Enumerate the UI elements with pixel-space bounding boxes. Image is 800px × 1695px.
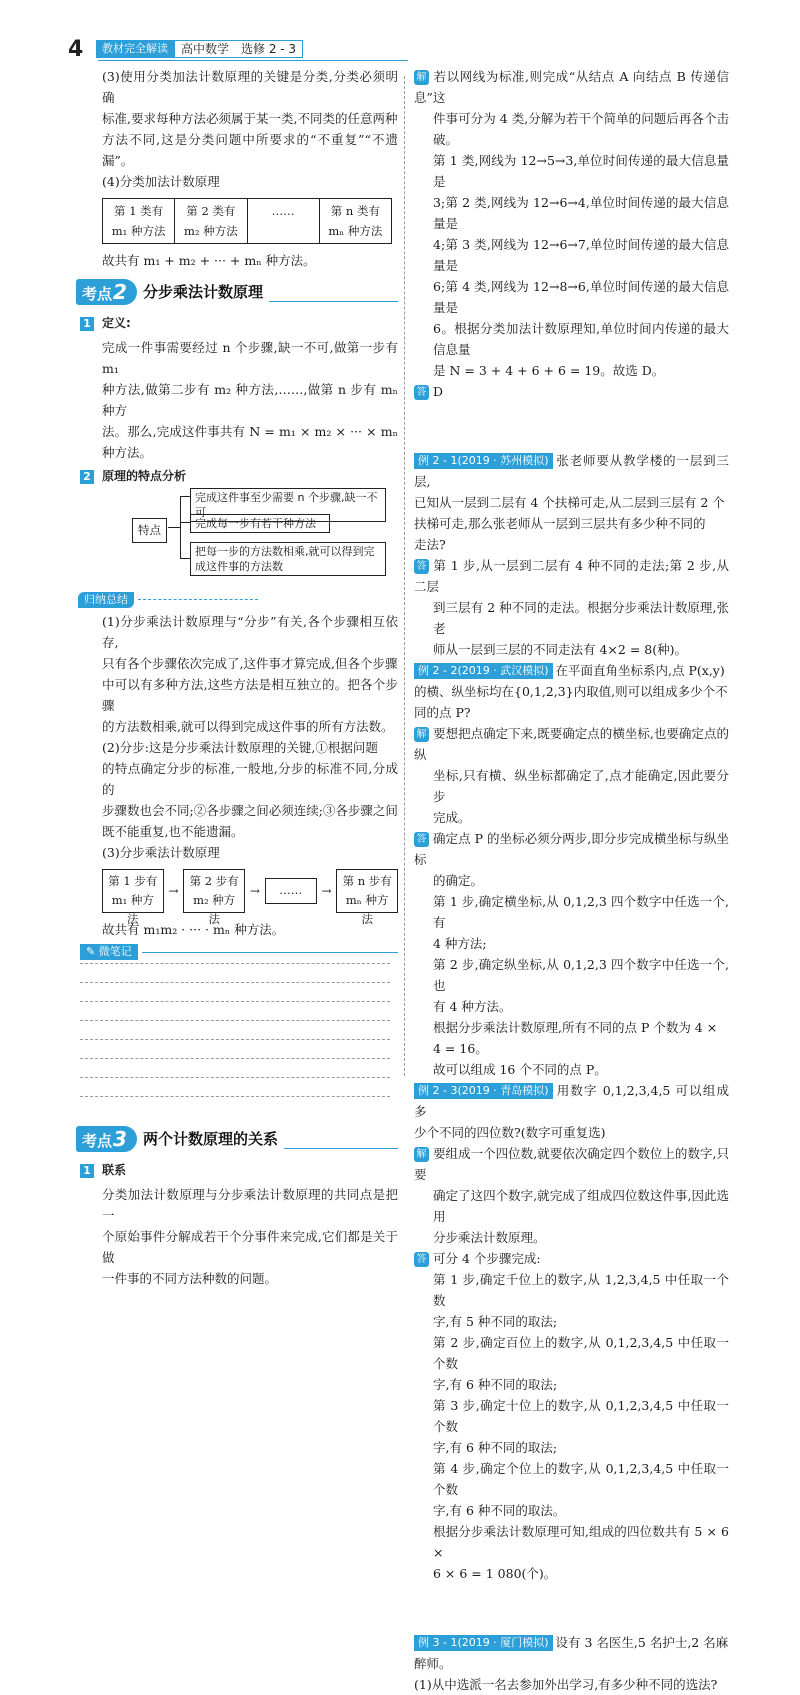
example-tag: 例 3 - 1(2019 · 厦门模拟): [414, 1635, 553, 1651]
intro-line: (3)使用分类加法计数原理的关键是分类,分类必须明确: [102, 69, 398, 105]
feature-item: 完成每一步有若干种方法: [190, 514, 330, 533]
summary-line: 中可以有多种方法,这些方法是相互独立的。把各个步骤: [102, 677, 398, 713]
relation-line: 分类加法计数原理与分步乘法计数原理的共同点是把一: [102, 1187, 398, 1223]
da-icon: 答: [414, 1252, 429, 1267]
solution-line: 确定了这四个数字,就完成了组成四位数这件事,因此选用: [433, 1188, 729, 1224]
example-line: 已知从一层到二层有 4 个扶梯可走,从二层到三层有 2 个: [414, 495, 725, 510]
da-icon: 答: [414, 385, 429, 400]
summary-line: (3)分步乘法计数原理: [102, 845, 220, 860]
example-tag: 例 2 - 1(2019 · 苏州模拟): [414, 453, 553, 469]
subsection-relation: [80, 1160, 398, 1181]
summary-rule: [138, 599, 258, 600]
step-total: 故共有 m₁m₂ · ··· · mₙ 种方法。: [102, 922, 285, 937]
example-line: 扶梯可走,那么张老师从一层到三层共有多少种不同的: [414, 516, 706, 531]
answer-line: 第 3 步,确定十位上的数字,从 0,1,2,3,4,5 中任取一个数: [433, 1398, 729, 1434]
header-subtitle: 高中数学 选修 2 - 3: [174, 40, 303, 58]
example-2-1: 例 2 - 1(2019 · 苏州模拟) 张老师要从教学楼的一层到三层,: [414, 453, 729, 489]
class-cell: 第 2 类有 m₂ 种方法: [175, 199, 247, 243]
solution-line: 6。根据分类加法计数原理知,单位时间内传递的最大信息量: [433, 321, 729, 357]
step-box: 第 1 步有 m₁ 种方法: [102, 869, 164, 913]
subsection-number: 1: [80, 1164, 94, 1178]
feature-label: 特点: [132, 518, 167, 543]
example-3-1: 例 3 - 1(2019 · 厦门模拟) 设有 3 名医生,5 名护士,2 名麻: [414, 1632, 729, 1653]
subsection-title: 原理的特点分析: [102, 469, 187, 483]
jie-icon: 解: [414, 70, 429, 85]
summary-header: [58, 586, 398, 611]
note-line[interactable]: [80, 1096, 390, 1112]
kaodian-title: 两个计数原理的关系: [142, 1129, 278, 1148]
class-cell: 第 n 类有 mₙ 种方法: [328, 204, 383, 238]
note-line[interactable]: [80, 1058, 390, 1074]
step-chain: [102, 869, 398, 926]
summary-line: 步骤数也会不同;②各步骤之间必须连续;③各步骤之间: [102, 803, 398, 818]
step-box: 第 2 步有 m₂ 种方法: [183, 869, 245, 913]
relation-line: 个原始事件分解成若干个分事件来完成,它们都是关于做: [102, 1229, 398, 1265]
solution-line: 第 1 类,网线为 12→5→3,单位时间传递的最大信息量是: [433, 153, 729, 189]
kaodian-title: 分步乘法计数原理: [142, 282, 263, 301]
page-header: [68, 38, 303, 60]
kaodian-3-heading: [76, 1126, 398, 1152]
connector: [180, 522, 190, 523]
summary-line: 的特点确定分步的标准,一般地,分步的标准不同,分成的: [102, 761, 398, 797]
class-cell: 第 1 类有 m₁ 种方法: [103, 199, 175, 243]
step-box: ……: [265, 878, 317, 904]
da-icon: 答: [414, 559, 429, 574]
step-box: 第 n 步有 mₙ 种方法: [336, 869, 398, 913]
answer-line: 第 4 步,确定个位上的数字,从 0,1,2,3,4,5 中任取一个数: [433, 1461, 729, 1497]
definition-line: 种方法,做第二步有 m₂ 种方法,……,做第 n 步有 mₙ 种方: [102, 382, 398, 418]
subsection-number: 2: [80, 470, 94, 484]
answer-line: 第 1 步,确定横坐标,从 0,1,2,3 四个数字中任选一个,有: [433, 894, 729, 930]
answer-line: 字,有 5 种不同的取法;: [433, 1314, 558, 1329]
example-line: 的横、纵坐标均在{0,1,2,3}内取值,则可以组成多少个不: [414, 684, 728, 699]
connector: [180, 496, 190, 497]
answer-line: 到三层有 2 种不同的走法。根据分步乘法计数原理,张老: [433, 600, 729, 636]
summary-line: 既不能重复,也不能遗漏。: [102, 824, 244, 839]
note-line[interactable]: [80, 1020, 390, 1036]
header-rule: [98, 60, 408, 61]
intro-line: 标准,要求每种方法必须属于某一类,不同类的任意两种: [102, 111, 398, 126]
notes-header: [80, 944, 398, 960]
example-2-3: 例 2 - 3(2019 · 青岛模拟) 用数字 0,1,2,3,4,5 可以组成多: [414, 1083, 729, 1119]
example-tag: 例 2 - 3(2019 · 青岛模拟): [414, 1083, 553, 1099]
answer-line: 字,有 6 种不同的取法;: [433, 1440, 558, 1455]
solution-line: 4;第 3 类,网线为 12→6→7,单位时间传递的最大信息量是: [433, 237, 729, 273]
answer-line: 根据分步乘法计数原理,所有不同的点 P 个数为 4 ×: [433, 1020, 718, 1035]
subsection-definition: [80, 313, 398, 334]
subsection-number: 1: [80, 317, 94, 331]
answer-line: 答 D: [414, 381, 729, 402]
definition-line: 完成一件事需要经过 n 个步骤,缺一不可,做第一步有 m₁: [102, 340, 398, 376]
notes-tag: ✎ 微笔记: [80, 944, 138, 960]
answer-line: 第 1 步,确定千位上的数字,从 1,2,3,4,5 中任取一个数: [433, 1272, 729, 1308]
da-icon: 答: [414, 832, 429, 847]
class-total: 故共有 m₁ + m₂ + ··· + mₙ 种方法。: [102, 253, 316, 268]
feature-item: 完成这件事至少需要 n 个步骤,缺一不可: [190, 488, 386, 522]
summary-line: (2)分步:这是分步乘法计数原理的关键,①根据问题: [102, 740, 378, 755]
answer-line: 4 = 16。: [433, 1041, 488, 1056]
solution-line: 解 要想把点确定下来,既要确定点的横坐标,也要确定点的纵: [414, 726, 729, 762]
example-line: 少个不同的四位数?(数字可重复选): [414, 1125, 606, 1140]
example-line: 走法?: [414, 537, 446, 552]
note-line[interactable]: [80, 1039, 390, 1055]
subsection-title: 定义:: [102, 316, 131, 330]
answer-line: 第 2 步,确定纵坐标,从 0,1,2,3 四个数字中任选一个,也: [433, 957, 729, 993]
note-line[interactable]: [80, 982, 390, 998]
kaodian-badge: 考点3: [76, 1126, 137, 1152]
notes-rule: [142, 952, 398, 953]
feature-diagram: [80, 490, 398, 582]
jie-icon: 解: [414, 1147, 429, 1162]
classification-table: [102, 198, 392, 244]
solution-line: 解 要组成一个四位数,就要依次确定四个数位上的数字,只要: [414, 1146, 729, 1182]
solution-line: 6;第 4 类,网线为 12→8→6,单位时间传递的最大信息量是: [433, 279, 729, 315]
subsection-title: 联系: [102, 1163, 127, 1177]
solution-line: 是 N = 3 + 4 + 6 + 6 = 19。故选 D。: [433, 363, 665, 378]
summary-line: (1)分步乘法计数原理与“分步”有关,各个步骤相互依存,: [102, 614, 398, 650]
answer-line: 答 确定点 P 的坐标必须分两步,即分步完成横坐标与纵坐标: [414, 831, 729, 867]
answer-line: 第 2 步,确定百位上的数字,从 0,1,2,3,4,5 中任取一个数: [433, 1335, 729, 1371]
answer-line: 故可以组成 16 个不同的点 P。: [433, 1062, 607, 1077]
answer-line: 字,有 6 种不同的取法;: [433, 1377, 558, 1392]
note-line[interactable]: [80, 1077, 390, 1093]
summary-line: 的方法数相乘,就可以得到完成这件事的所有方法数。: [102, 719, 394, 734]
answer-line: 4 种方法;: [433, 936, 487, 951]
arrow-icon: →: [168, 883, 179, 898]
jie-icon: 解: [414, 727, 429, 742]
left-column: [80, 66, 398, 1289]
relation-line: 一件事的不同方法种数的问题。: [102, 1271, 278, 1286]
connector: [168, 527, 180, 528]
answer-line: 6 × 6 = 1 080(个)。: [433, 1566, 557, 1581]
solution-line: 件事可分为 4 类,分解为若干个简单的问题后再各个击破。: [433, 111, 729, 147]
example-2-2: 例 2 - 2(2019 · 武汉模拟) 在平面直角坐标系内,点 P(x,y): [414, 660, 729, 681]
connector: [180, 558, 190, 559]
answer-line: 根据分步乘法计数原理可知,组成的四位数共有 5 × 6 ×: [433, 1524, 729, 1560]
example-line: (1)从中选派一名去参加外出学习,有多少种不同的选法?: [414, 1677, 718, 1692]
answer-line: 字,有 6 种不同的取法。: [433, 1503, 566, 1518]
feature-item: 把每一步的方法数相乘,就可以得到完成这件事的方法数: [190, 542, 386, 576]
answer-line: 答 可分 4 个步骤完成:: [414, 1248, 729, 1269]
kaodian-2-heading: [76, 279, 398, 305]
summary-line: 只有各个步骤依次完成了,这件事才算完成,但各个步骤: [102, 656, 398, 671]
heading-rule: [269, 301, 398, 302]
example-line: 同的点 P?: [414, 705, 471, 720]
connector: [180, 496, 181, 558]
header-tag: 教材完全解读: [96, 40, 174, 58]
answer-line: 师从一层到三层的不同走法有 4×2 = 8(种)。: [433, 642, 687, 657]
note-line[interactable]: [80, 1001, 390, 1017]
summary-tag: 归纳总结: [78, 592, 134, 608]
intro-line: (4)分类加法计数原理: [102, 174, 220, 189]
answer-line: 有 4 种方法。: [433, 999, 512, 1014]
class-cell: ……: [248, 199, 320, 243]
solution-line: 解 若以网线为标准,则完成“从结点 A 向结点 B 传递信息”这: [414, 69, 729, 105]
solution-line: 3;第 2 类,网线为 12→6→4,单位时间传递的最大信息量是: [433, 195, 729, 231]
note-line[interactable]: [80, 963, 390, 979]
solution-line: 分步乘法计数原理。: [433, 1230, 546, 1245]
page-number: 4: [68, 36, 84, 62]
kaodian-badge: 考点2: [76, 279, 137, 305]
solution-line: 完成。: [433, 810, 471, 825]
answer-line: 答 第 1 步,从一层到二层有 4 种不同的走法;第 2 步,从二层: [414, 558, 729, 594]
column-divider: [404, 76, 405, 1076]
right-column: [414, 66, 729, 1695]
heading-rule: [284, 1148, 398, 1149]
subsection-features: [80, 466, 398, 487]
arrow-icon: →: [321, 883, 332, 898]
example-tag: 例 2 - 2(2019 · 武汉模拟): [414, 663, 553, 679]
solution-line: 坐标,只有横、纵坐标都确定了,点才能确定,因此要分步: [433, 768, 729, 804]
definition-line: 法。那么,完成这件事共有 N = m₁ × m₂ × ··· × mₙ 种方法。: [102, 424, 398, 460]
answer-line: 的确定。: [433, 873, 484, 888]
intro-line: 方法不同,这是分类问题中所要求的“不重复”“不遗漏”。: [102, 132, 398, 168]
example-line: 醉师。: [414, 1656, 452, 1671]
arrow-icon: →: [249, 883, 260, 898]
